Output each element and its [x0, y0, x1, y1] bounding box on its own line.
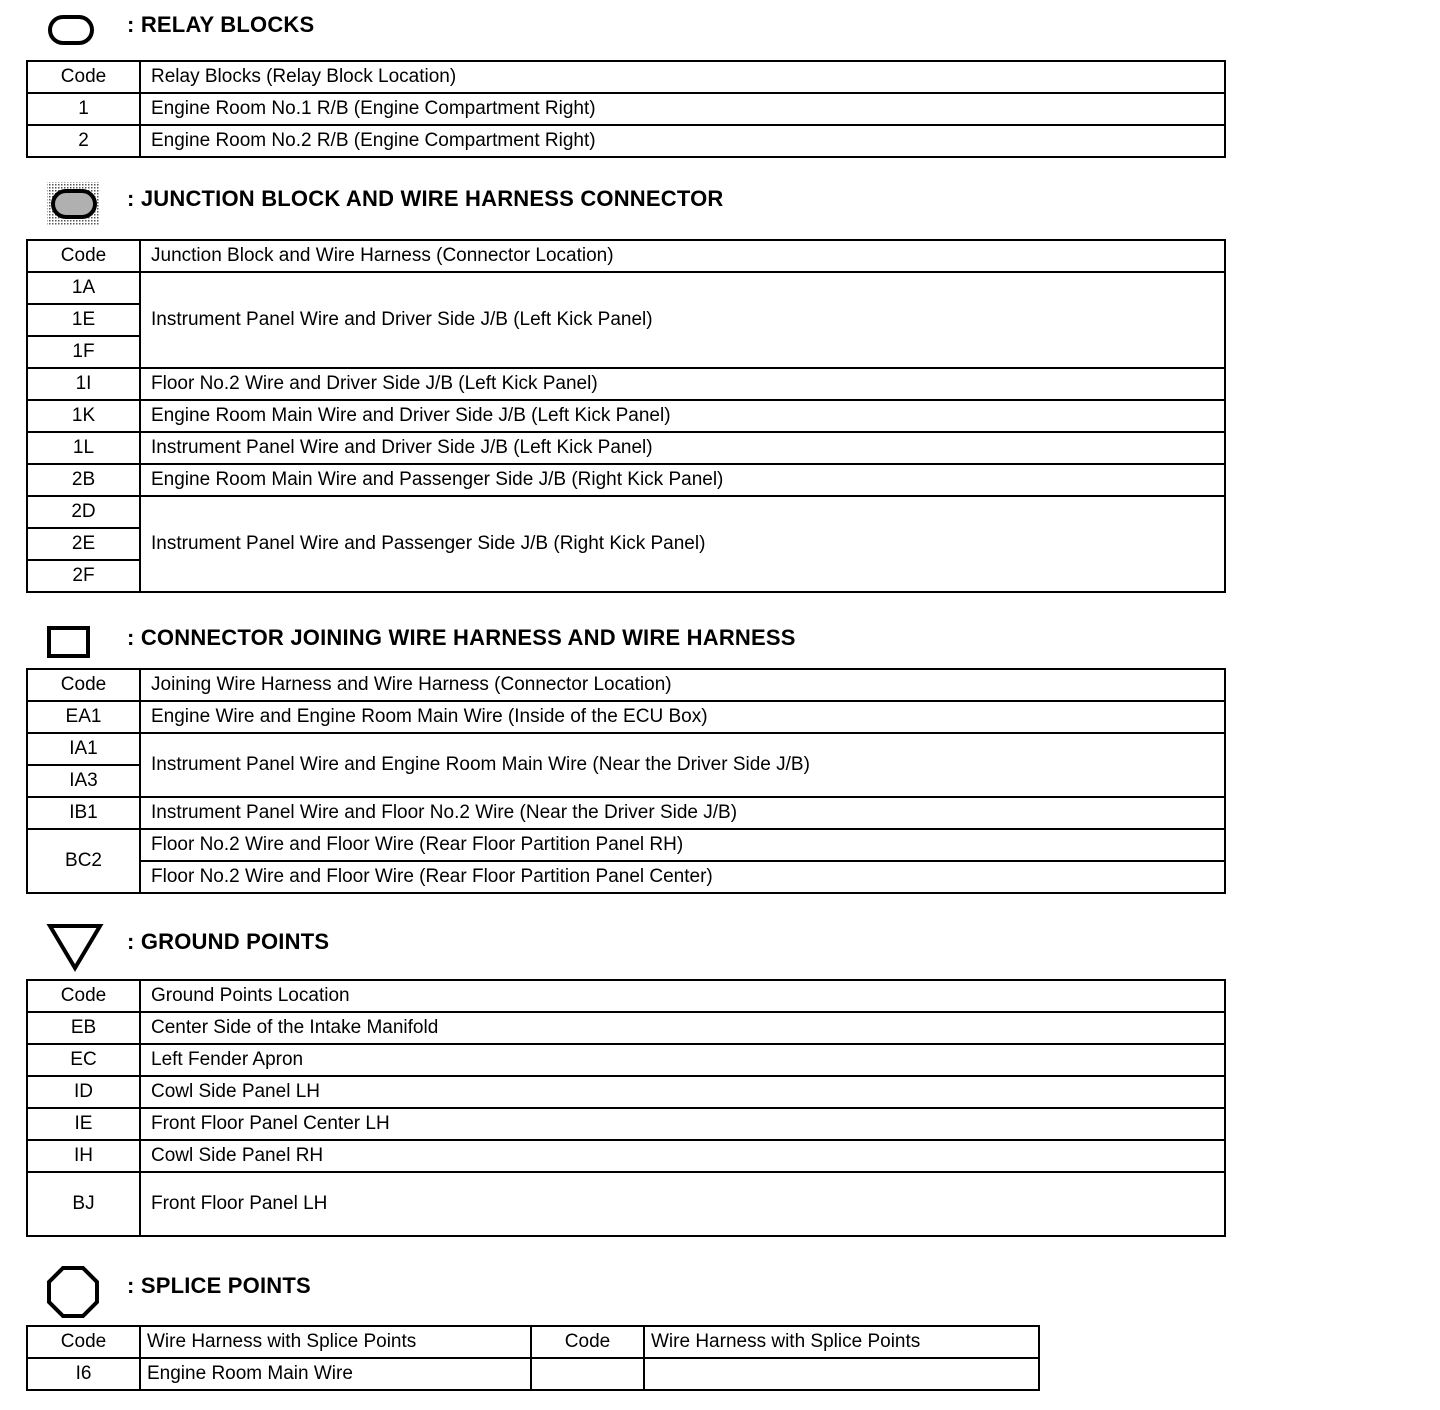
table-header-row	[27, 240, 1225, 272]
row-desc: Floor No.2 Wire and Driver Side J/B (Left Kick Panel)	[140, 368, 1225, 400]
row-code: I6	[27, 1358, 140, 1390]
relay-blocks-table	[26, 60, 1226, 158]
row-desc: Engine Room Main Wire and Driver Side J/B (Left Kick Panel)	[140, 400, 1225, 432]
connector-table	[26, 668, 1226, 894]
row-code: ID	[27, 1076, 140, 1108]
splice-points-table	[26, 1325, 1040, 1391]
table-row	[27, 272, 1225, 304]
row-code: 2F	[27, 560, 140, 592]
header-desc: Ground Points Location	[140, 980, 1225, 1012]
row-code: 2	[27, 125, 140, 157]
table-row	[27, 733, 1225, 765]
table-row	[27, 432, 1225, 464]
table-row	[27, 1172, 1225, 1236]
header-code: Code	[27, 669, 140, 701]
row-code: IE	[27, 1108, 140, 1140]
row-desc: Instrument Panel Wire and Floor No.2 Wire (Near the Driver Side J/B)	[140, 797, 1225, 829]
table-row	[27, 797, 1225, 829]
octagon-icon	[46, 1265, 100, 1319]
row-desc: Engine Room Main Wire	[140, 1358, 531, 1390]
row-code: 1F	[27, 336, 140, 368]
table-header-row	[27, 980, 1225, 1012]
header-desc: Junction Block and Wire Harness (Connector Location)	[140, 240, 1225, 272]
row-desc: Engine Room Main Wire and Passenger Side J/B (Right Kick Panel)	[140, 464, 1225, 496]
ground-points-title: : GROUND POINTS	[127, 929, 330, 954]
row-desc: Engine Wire and Engine Room Main Wire (Inside of the ECU Box)	[140, 701, 1225, 733]
row-code: EB	[27, 1012, 140, 1044]
row-code: 1A	[27, 272, 140, 304]
table-row	[27, 368, 1225, 400]
row-code: IA1	[27, 733, 140, 765]
row-desc-2	[644, 1358, 1039, 1390]
table-row	[27, 829, 1225, 861]
table-row	[27, 1140, 1225, 1172]
row-desc: Cowl Side Panel RH	[140, 1140, 1225, 1172]
table-row	[27, 701, 1225, 733]
triangle-down-icon	[46, 922, 104, 972]
row-desc: Instrument Panel Wire and Engine Room Main Wire (Near the Driver Side J/B)	[140, 733, 1225, 797]
header-desc: Relay Blocks (Relay Block Location)	[140, 61, 1225, 93]
row-desc: Instrument Panel Wire and Driver Side J/B (Left Kick Panel)	[140, 432, 1225, 464]
table-header-row	[27, 61, 1225, 93]
rounded-rect-icon	[46, 12, 96, 48]
header-code-2: Code	[531, 1326, 644, 1358]
row-desc: Floor No.2 Wire and Floor Wire (Rear Floor Partition Panel RH)	[140, 829, 1225, 861]
header-desc: Wire Harness with Splice Points	[140, 1326, 531, 1358]
table-row	[27, 861, 1225, 893]
row-code: EA1	[27, 701, 140, 733]
junction-block-table	[26, 239, 1226, 593]
table-row	[27, 496, 1225, 528]
row-desc: Center Side of the Intake Manifold	[140, 1012, 1225, 1044]
junction-block-title: : JUNCTION BLOCK AND WIRE HARNESS CONNECTOR	[127, 186, 724, 211]
row-code: 1K	[27, 400, 140, 432]
table-header-row	[27, 669, 1225, 701]
relay-blocks-title: : RELAY BLOCKS	[127, 12, 315, 37]
row-desc: Engine Room No.1 R/B (Engine Compartment Right)	[140, 93, 1225, 125]
row-desc: Instrument Panel Wire and Passenger Side J/B (Right Kick Panel)	[140, 496, 1225, 592]
row-code: 1	[27, 93, 140, 125]
row-code: BC2	[27, 829, 140, 893]
table-row	[27, 1108, 1225, 1140]
header-code: Code	[27, 61, 140, 93]
row-code: IH	[27, 1140, 140, 1172]
table-row	[27, 1358, 1039, 1390]
row-desc: Left Fender Apron	[140, 1044, 1225, 1076]
table-row	[27, 400, 1225, 432]
header-code: Code	[27, 1326, 140, 1358]
row-code: 1L	[27, 432, 140, 464]
table-row	[27, 125, 1225, 157]
ground-points-table	[26, 979, 1226, 1237]
row-code: IB1	[27, 797, 140, 829]
table-row	[27, 93, 1225, 125]
row-desc: Front Floor Panel Center LH	[140, 1108, 1225, 1140]
row-desc: Cowl Side Panel LH	[140, 1076, 1225, 1108]
shaded-rounded-rect-icon	[46, 181, 102, 227]
row-code: 2E	[27, 528, 140, 560]
rectangle-icon	[46, 625, 92, 659]
table-header-row	[27, 1326, 1039, 1358]
row-code: 2D	[27, 496, 140, 528]
row-desc: Floor No.2 Wire and Floor Wire (Rear Floor Partition Panel Center)	[140, 861, 1225, 893]
header-code: Code	[27, 240, 140, 272]
connector-title: : CONNECTOR JOINING WIRE HARNESS AND WIRE HARNESS	[127, 625, 796, 650]
table-row	[27, 1044, 1225, 1076]
header-desc-2: Wire Harness with Splice Points	[644, 1326, 1039, 1358]
row-desc: Instrument Panel Wire and Driver Side J/B (Left Kick Panel)	[140, 272, 1225, 368]
header-code: Code	[27, 980, 140, 1012]
table-row	[27, 1012, 1225, 1044]
row-code: EC	[27, 1044, 140, 1076]
header-desc: Joining Wire Harness and Wire Harness (Connector Location)	[140, 669, 1225, 701]
splice-points-title: : SPLICE POINTS	[127, 1273, 311, 1298]
row-desc: Front Floor Panel LH	[140, 1172, 1225, 1236]
row-code: 2B	[27, 464, 140, 496]
row-code-2	[531, 1358, 644, 1390]
row-code: 1I	[27, 368, 140, 400]
row-code: IA3	[27, 765, 140, 797]
table-row	[27, 1076, 1225, 1108]
row-desc: Engine Room No.2 R/B (Engine Compartment Right)	[140, 125, 1225, 157]
table-row	[27, 464, 1225, 496]
row-code: 1E	[27, 304, 140, 336]
row-code: BJ	[27, 1172, 140, 1236]
